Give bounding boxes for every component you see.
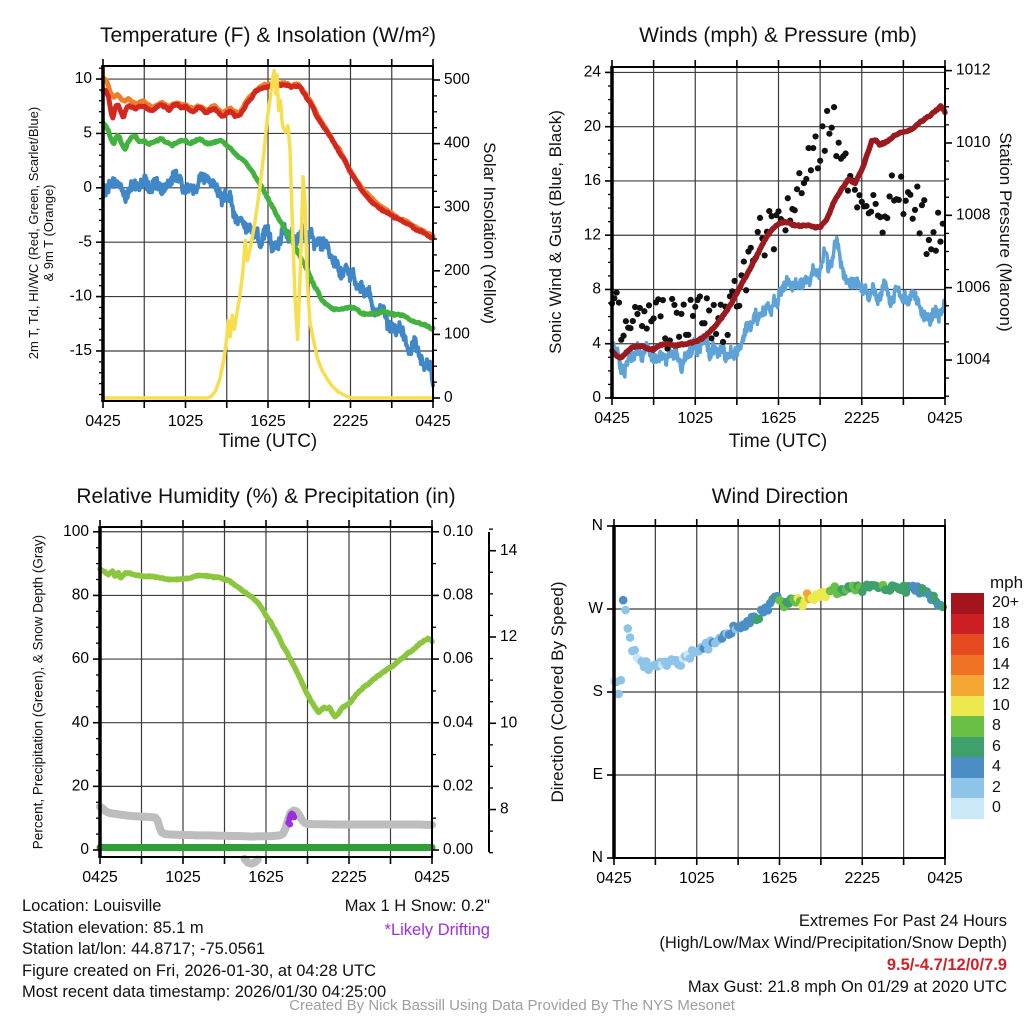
wind-gust-dots — [870, 192, 876, 198]
wind-gust-dots — [900, 211, 906, 217]
svg-text:12: 12 — [583, 226, 601, 244]
wind-gust-dots — [651, 315, 657, 321]
svg-text:100: 100 — [63, 522, 89, 540]
svg-text:0.08: 0.08 — [443, 586, 474, 604]
colorbar-swatch — [951, 737, 984, 758]
wind-gust-dots — [819, 123, 825, 129]
svg-text:1025: 1025 — [165, 869, 201, 886]
svg-text:400: 400 — [444, 134, 470, 152]
svg-text:0: 0 — [592, 389, 601, 407]
svg-text:5: 5 — [83, 124, 92, 142]
wind-gust-dots — [903, 198, 909, 204]
wind-gust-dots — [616, 299, 622, 305]
wind-gust-dots — [856, 192, 862, 198]
panel3-ylabel-left: Percent, Precipitation (Green), & Snow Depth (Gray) — [30, 534, 46, 850]
svg-text:-5: -5 — [78, 233, 92, 251]
wind-gust-dots — [630, 318, 636, 324]
colorbar-labels — [992, 593, 1019, 819]
svg-text:1625: 1625 — [760, 410, 797, 427]
svg-text:300: 300 — [444, 198, 470, 216]
wind-gust-dots — [678, 311, 684, 317]
colorbar-swatch — [951, 675, 984, 696]
wind-gust-dots — [824, 108, 830, 114]
station-elevation: Station elevation: 85.1 m — [22, 918, 204, 937]
svg-text:14: 14 — [500, 541, 518, 559]
wind-gust-dots — [713, 331, 719, 337]
svg-text:1004: 1004 — [956, 351, 991, 369]
svg-text:24: 24 — [583, 63, 601, 81]
colorbar-unit-label: mph — [990, 573, 1024, 592]
station-latlon: Station lat/lon: 44.8717; -75.0561 — [22, 940, 266, 959]
svg-text:200: 200 — [444, 261, 470, 279]
wind-gust-dots — [641, 308, 647, 314]
svg-text:0425: 0425 — [82, 869, 118, 886]
wind-gust-dots — [748, 245, 754, 251]
wind-gust-dots — [757, 215, 763, 221]
panel1-ylabel-left-line2: & 9m T (Orange) — [41, 184, 56, 282]
wind-gust-dots — [743, 287, 749, 293]
likely-drifting-dots — [287, 821, 293, 827]
max-gust: Max Gust: 21.8 mph On 01/29 at 2020 UTC — [687, 978, 1007, 996]
svg-text:4: 4 — [592, 334, 601, 352]
extremes-title: Extremes For Past 24 Hours — [798, 912, 1007, 930]
wind-gust-dots — [812, 133, 818, 139]
svg-text:N: N — [591, 849, 603, 867]
svg-text:1025: 1025 — [167, 413, 204, 430]
svg-text:0425: 0425 — [594, 410, 630, 427]
wind-gust-dots — [815, 165, 821, 171]
colorbar-swatch — [951, 716, 984, 737]
svg-text:0.10: 0.10 — [443, 522, 474, 540]
svg-text:20: 20 — [583, 117, 601, 135]
svg-text:1625: 1625 — [248, 869, 284, 886]
svg-text:1008: 1008 — [956, 206, 991, 224]
wind-gust-dots — [863, 203, 869, 209]
svg-text:1006: 1006 — [956, 278, 991, 296]
svg-text:0425: 0425 — [596, 870, 632, 887]
svg-text:W: W — [588, 600, 603, 618]
colorbar-swatch — [951, 696, 984, 717]
wind-direction-dots — [619, 596, 628, 605]
wind-gust-dots — [706, 307, 712, 313]
wind-gust-dots — [914, 183, 920, 189]
wind-gust-dots — [614, 289, 620, 295]
svg-text:1625: 1625 — [250, 413, 286, 430]
max-snow-note: Max 1 H Snow: 0.2" — [344, 897, 490, 915]
wind-gust-dots — [634, 311, 640, 317]
wind-gust-dots — [731, 278, 737, 284]
svg-text:0425: 0425 — [927, 870, 963, 887]
svg-text:40: 40 — [71, 713, 89, 731]
extremes-block — [555, 910, 1007, 998]
station-location: Location: Louisville — [22, 897, 162, 915]
wind-gust-dots — [676, 334, 682, 340]
likely-drifting-dots — [291, 814, 297, 820]
wind-gust-dots — [711, 302, 717, 308]
wind-gust-dots — [836, 140, 842, 146]
wind-gust-dots — [917, 230, 923, 236]
wind-gust-dots — [690, 313, 696, 319]
wind-direction-dots — [617, 676, 626, 685]
wind-gust-dots — [921, 197, 927, 203]
svg-text:2225: 2225 — [331, 869, 367, 886]
wind-gust-dots — [912, 207, 918, 213]
colorbar-swatch — [951, 757, 984, 778]
wind-gust-dots — [926, 237, 932, 243]
wind-gust-dots — [660, 297, 666, 303]
panel1-title: Temperature (F) & Insolation (W/m²) — [99, 24, 437, 47]
wind-gust-dots — [852, 187, 858, 193]
colorbar-tick-label: 20+ — [992, 594, 1020, 611]
colorbar-tick-label: 10 — [992, 696, 1010, 714]
wind-gust-dots — [935, 210, 941, 216]
svg-text:0: 0 — [83, 178, 92, 196]
wind-gust-dots — [623, 318, 629, 324]
wind-gust-dots — [889, 172, 895, 178]
wind-gust-dots — [701, 320, 707, 326]
svg-text:0.02: 0.02 — [443, 777, 474, 795]
svg-text:0.06: 0.06 — [443, 650, 474, 668]
wind-gust-dots — [808, 167, 814, 173]
svg-text:500: 500 — [444, 71, 470, 89]
wind-gust-dots — [799, 190, 805, 196]
colorbar-swatches — [951, 593, 984, 819]
wind-gust-dots — [775, 208, 781, 214]
wind-gust-dots — [669, 296, 675, 302]
panel1-xlabel: Time (UTC) — [218, 431, 318, 452]
wind-gust-dots — [708, 335, 714, 341]
wind-gust-dots — [720, 339, 726, 345]
wind-gust-dots — [907, 192, 913, 198]
svg-text:1025: 1025 — [677, 410, 714, 427]
panel1-plot — [70, 59, 471, 430]
panel2-ylabel-right: Station Pressure (Maroon) — [996, 132, 1015, 332]
colorbar-swatch — [951, 593, 984, 614]
wind-gust-dots — [868, 209, 874, 215]
colorbar-swatch — [951, 634, 984, 655]
wind-direction-dots — [626, 633, 635, 642]
svg-text:S: S — [592, 683, 603, 701]
svg-text:-15: -15 — [69, 342, 92, 360]
wind-gust-dots — [873, 201, 879, 207]
wind-gust-dots — [826, 131, 832, 137]
wind-gust-dots — [771, 246, 777, 252]
wind-gust-dots — [644, 325, 650, 331]
svg-text:1025: 1025 — [678, 870, 715, 887]
snow-depth-glitch — [245, 859, 258, 864]
wind-gust-dots — [898, 174, 904, 180]
colorbar-tick-label: 18 — [992, 614, 1010, 632]
wind-gust-dots — [620, 333, 626, 339]
panel3-title: Relative Humidity (%) & Precipitation (in) — [76, 485, 456, 508]
wind-gust-dots — [697, 293, 703, 299]
colorbar-tick-label: 16 — [992, 635, 1010, 652]
svg-text:8: 8 — [500, 800, 509, 818]
panel4-plot — [588, 517, 963, 887]
wind-gust-dots — [646, 302, 652, 308]
svg-text:0425: 0425 — [85, 413, 121, 430]
wind-gust-dots — [657, 313, 663, 319]
data-timestamp: Most recent data timestamp: 2026/01/30 04:25:00 — [22, 983, 387, 1002]
wind-direction-dots — [623, 624, 632, 633]
credit-footer: Created By Nick Bassill Using Data Provided By The NYS Mesonet — [289, 997, 735, 1014]
wind-gust-dots — [803, 176, 809, 182]
colorbar-swatch — [951, 798, 984, 819]
wind-gust-dots — [762, 252, 768, 258]
colorbar-tick-label: 2 — [992, 778, 1001, 796]
wind-gust-dots — [792, 207, 798, 213]
wind-gust-dots — [810, 145, 816, 151]
wind-direction-dots — [621, 606, 630, 615]
wind-gust-dots — [884, 215, 890, 221]
svg-text:0425: 0425 — [414, 869, 450, 886]
panel2-xlabel: Time (UTC) — [728, 431, 828, 452]
colorbar-tick-label: 8 — [992, 717, 1001, 734]
svg-text:-10: -10 — [69, 287, 92, 305]
wind-gust-dots — [755, 229, 761, 235]
svg-text:E: E — [592, 766, 603, 784]
wind-gust-dots — [741, 258, 747, 264]
svg-text:1625: 1625 — [761, 870, 798, 887]
likely-drifting-note: *Likely Drifting — [384, 921, 490, 939]
panel1-ylabel-left — [26, 107, 56, 359]
wind-gust-dots — [845, 188, 851, 194]
wind-gust-dots — [854, 204, 860, 210]
wind-gust-dots — [725, 332, 731, 338]
panel2-plot — [584, 60, 991, 427]
panel2-title: Winds (mph) & Pressure (mb) — [639, 24, 917, 47]
svg-text:12: 12 — [500, 628, 518, 646]
wind-gust-dots — [937, 239, 943, 245]
wind-gust-dots — [704, 295, 710, 301]
svg-text:80: 80 — [71, 586, 89, 604]
wind-gust-dots — [692, 304, 698, 310]
wind-gust-dots — [627, 325, 633, 331]
wind-gust-dots — [910, 216, 916, 222]
colorbar-tick-label: 6 — [992, 737, 1001, 755]
wind-gust-dots — [782, 227, 788, 233]
wind-gust-dots — [831, 104, 837, 110]
svg-text:0425: 0425 — [415, 413, 451, 430]
colorbar-tick-label: 12 — [992, 676, 1010, 693]
wind-gust-dots — [736, 303, 742, 309]
figure-created: Figure created on Fri, 2026-01-30, at 04:28 UTC — [22, 961, 377, 980]
svg-text:0: 0 — [444, 389, 453, 407]
wind-gust-dots — [688, 297, 694, 303]
svg-text:0.04: 0.04 — [443, 713, 474, 731]
panel1-ylabel-right: Solar Insolation (Yellow) — [480, 142, 499, 324]
extremes-values: 9.5/-4.7/12/0/7.9 — [886, 956, 1007, 974]
panel3-plot — [63, 520, 517, 886]
colorbar-swatch — [951, 655, 984, 676]
wind-gust-dots — [681, 302, 687, 308]
wind-gust-dots — [671, 302, 677, 308]
colorbar-tick-label: 14 — [992, 655, 1010, 673]
wind-gust-dots — [923, 251, 929, 257]
colorbar-swatch — [951, 778, 984, 799]
wind-gust-dots — [822, 148, 828, 154]
colorbar-tick-label: 0 — [992, 799, 1001, 816]
svg-text:10: 10 — [74, 70, 92, 88]
svg-text:0425: 0425 — [927, 410, 963, 427]
svg-text:1010: 1010 — [956, 134, 991, 152]
svg-text:100: 100 — [444, 325, 470, 343]
svg-text:0.00: 0.00 — [443, 841, 474, 859]
wind-gust-dots — [685, 332, 691, 338]
wind-gust-dots — [896, 197, 902, 203]
wind-gust-dots — [785, 195, 791, 201]
wind-gust-dots — [933, 248, 939, 254]
extremes-subtitle: (High/Low/Max Wind/Precipitation/Snow Depth) — [659, 934, 1007, 952]
wind-gust-dots — [880, 229, 886, 235]
svg-text:8: 8 — [592, 280, 601, 298]
wind-gust-dots — [930, 229, 936, 235]
wind-direction-dots — [630, 646, 639, 655]
svg-text:1012: 1012 — [956, 61, 991, 79]
panel1-ylabel-left-line1: 2m T, Td, HI/WC (Red, Green, Scarlet/Blue) — [26, 106, 41, 360]
wind-gust-dots — [829, 125, 835, 131]
svg-text:2225: 2225 — [843, 410, 880, 427]
wind-gust-dots — [796, 170, 802, 176]
svg-text:10: 10 — [500, 714, 518, 732]
svg-text:20: 20 — [71, 777, 89, 795]
panel2-ylabel-left: Sonic Wind & Gust (Blue, Black) — [546, 110, 565, 354]
colorbar-tick-label: 4 — [992, 758, 1001, 775]
colorbar-swatch — [951, 614, 984, 635]
panel4-ylabel-left: Direction (Colored By Speed) — [548, 581, 567, 803]
svg-text:60: 60 — [71, 650, 89, 668]
panel4-title: Wind Direction — [711, 485, 849, 508]
svg-text:2225: 2225 — [332, 413, 369, 430]
wind-gust-dots — [843, 150, 849, 156]
wind-gust-dots — [817, 158, 823, 164]
svg-text:0: 0 — [80, 841, 89, 859]
svg-text:N: N — [591, 517, 603, 535]
svg-text:16: 16 — [583, 172, 601, 190]
svg-text:2225: 2225 — [844, 870, 881, 887]
